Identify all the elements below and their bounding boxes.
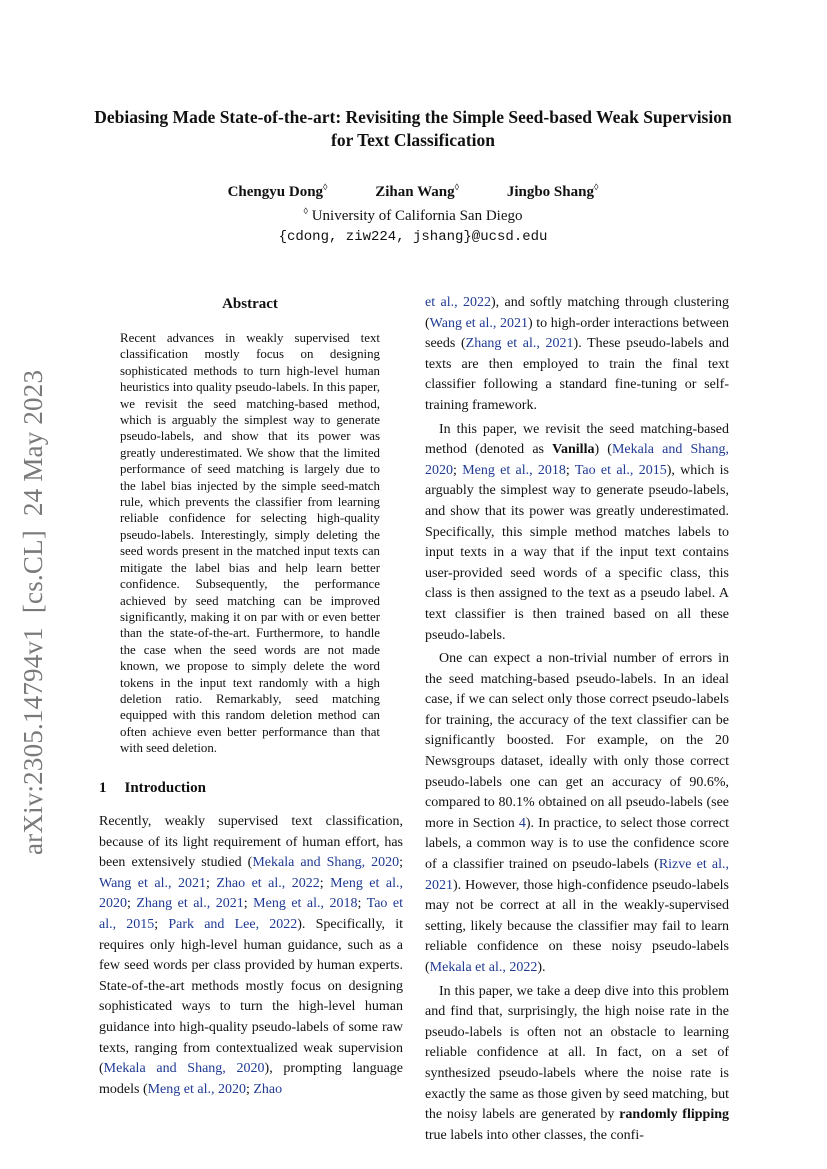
citation-link[interactable]: Meng et al., 2018: [462, 462, 566, 478]
citation-link[interactable]: Zhao: [253, 1081, 283, 1097]
arxiv-identifier-stamp: [18, 356, 49, 855]
abstract-heading: Abstract: [222, 296, 278, 312]
arxiv-id: arXiv:2305.14794v1: [18, 627, 48, 855]
citation-link[interactable]: Meng et al., 2018: [253, 896, 358, 912]
citation-link[interactable]: Tao et al., 2015: [99, 896, 403, 932]
citation-link[interactable]: Zhao et al., 2022: [216, 875, 320, 891]
citation-link[interactable]: Zhang et al., 2021: [465, 336, 574, 352]
citation-link[interactable]: Meng et al., 2020: [99, 875, 403, 912]
citation-link[interactable]: Rizve et al., 2021: [425, 857, 729, 893]
paper-title: Debiasing Made State-of-the-art: Revisiting the Simple Seed-based Weak Supervision for Text Classification: [94, 107, 732, 150]
author: Chengyu Dong◊: [227, 182, 328, 200]
intro-paragraph-4: In this paper, we take a deep dive into this problem and find that, surprisingly, the high noise rate in the pseudo-labels is often not an obstacle to learning reliable confidence at all. In fact, on a set of synthesized pseudo-labels where the noise rate is exactly the same as those given by seed matching, but the noisy labels are generated by randomly flipping true labels into other classes, the confi-: [425, 983, 729, 1143]
arxiv-date: 24 May 2023: [18, 369, 48, 517]
citation-link[interactable]: Wang et al., 2021: [429, 315, 528, 331]
author-list: [90, 182, 736, 201]
citation-link[interactable]: Mekala and Shang, 2020: [425, 442, 729, 478]
right-column: [425, 293, 729, 1149]
arxiv-category: [cs.CL]: [18, 530, 48, 614]
section-link[interactable]: 4: [518, 815, 526, 831]
author: Jingbo Shang◊: [506, 182, 599, 200]
citation-link[interactable]: Mekala et al., 2022: [429, 960, 538, 975]
citation-link[interactable]: Park and Lee, 2022: [168, 916, 298, 932]
citation-link[interactable]: Tao et al., 2015: [574, 462, 667, 478]
citation-link[interactable]: Mekala and Shang, 2020: [252, 855, 400, 871]
citation-link[interactable]: Zhang et al., 2021: [136, 896, 244, 912]
affiliation: ◊ University of California San Diego: [303, 206, 523, 224]
citation-link[interactable]: et al., 2022: [425, 295, 491, 310]
citation-link[interactable]: Meng et al., 2020: [147, 1081, 246, 1097]
intro-paragraph-1: Recently, weakly supervised text classification, because of its light requirement of human effort, has been extensively studied (Mekala and Shang, 2020; Wang et al., 2021; Zhao et al., 2022; Meng et al., 2020; Zhang et al., 2021; Meng et al., 2018; Tao et al., 2015; Park and Lee, 2022). Specifically, it requires only high-level human guidance, such as a few seed words per class provided by human experts. State-of-the-art methods mostly focus on designing sophisticated ways to turn the high-level human guidance into high-quality pseudo-labels of some raw texts, ranging from contextualized weak supervision (Mekala and Shang, 2020), prompting language models (Meng et al., 2020; Zhao: [99, 814, 403, 1097]
abstract-body: Recent advances in weakly supervised text classification mostly focus on designing sophisticated methods to turn high-level human heuristics into quality pseudo-labels. In this paper, we revisit the seed matching-based method, which is arguably the simplest way to generate pseudo-labels, and show that its power was greatly underestimated. We show that the limited performance of seed matching is largely due to the label bias injected by the simple seed-match rule, which prevents the classifier from learning reliable confidence for selecting high-quality pseudo-labels. Interestingly, simply deleting the seed words present in the matched input texts can mitigate the label bias and help learn better confidence. Subsequently, the performance achieved by seed matching can be improved significantly, making it on par with or even better than the state-of-the-art. Furthermore, to handle the case when the seed words are not made known, we propose to simply delete the word tokens in the input text randomly with a high deletion ratio. Remarkably, seed matching equipped with this random deletion method can often achieve even better performance than that with seed deletion.: [120, 331, 380, 756]
citation-link[interactable]: Wang et al., 2021: [99, 875, 206, 891]
intro-paragraph-2: In this paper, we revisit the seed matching-based method (denoted as Vanilla) (Mekala and Shang, 2020; Meng et al., 2018; Tao et al., 2015), which is arguably the simplest way to generate pseudo-labels, and show that its power was greatly underestimated. Specifically, this simple method matches labels to input texts in a way that if the input text contains user-provided seed words of a specific class, this class is then assigned to the text as a pseudo label. A text classifier is then trained based on all these pseudo-labels.: [425, 421, 730, 643]
author: Zihan Wang◊: [375, 182, 460, 200]
author-emails: {cdong, ziw224, jshang}@ucsd.edu: [278, 229, 548, 245]
section-heading-introduction: 1 Introduction: [99, 780, 206, 796]
intro-paragraph-3: One can expect a non-trivial number of errors in the seed matching-based pseudo-labels. In an ideal case, if we can select only those correct pseudo-labels for training, the accuracy of the text classifier can be significantly boosted. For example, on the 20 Newsgroups dataset, ideally with only those correct pseudo-labels one can get an accuracy of 90.6%, compared to 80.1% obtained on all pseudo-labels (see more in Section 4). In practice, to select those correct labels, a common way is to use the confidence score of a classifier trained on pseudo-labels (Rizve et al., 2021). However, those high-confidence pseudo-labels may not be correct at all in the weakly-supervised setting, likely because the classifier may fail to learn reliable confidence on these noisy pseudo-labels (Mekala et al., 2022).: [425, 651, 729, 975]
citation-link[interactable]: Mekala and Shang, 2020: [103, 1061, 265, 1077]
intro-paragraph-continued: et al., 2022), and softly matching through clustering (Wang et al., 2021) to high-order interactions between seeds (Zhang et al., 2021). These pseudo-labels and texts are then employed to train the final text classifier following a standard fine-tuning or self-training framework.: [425, 295, 730, 413]
